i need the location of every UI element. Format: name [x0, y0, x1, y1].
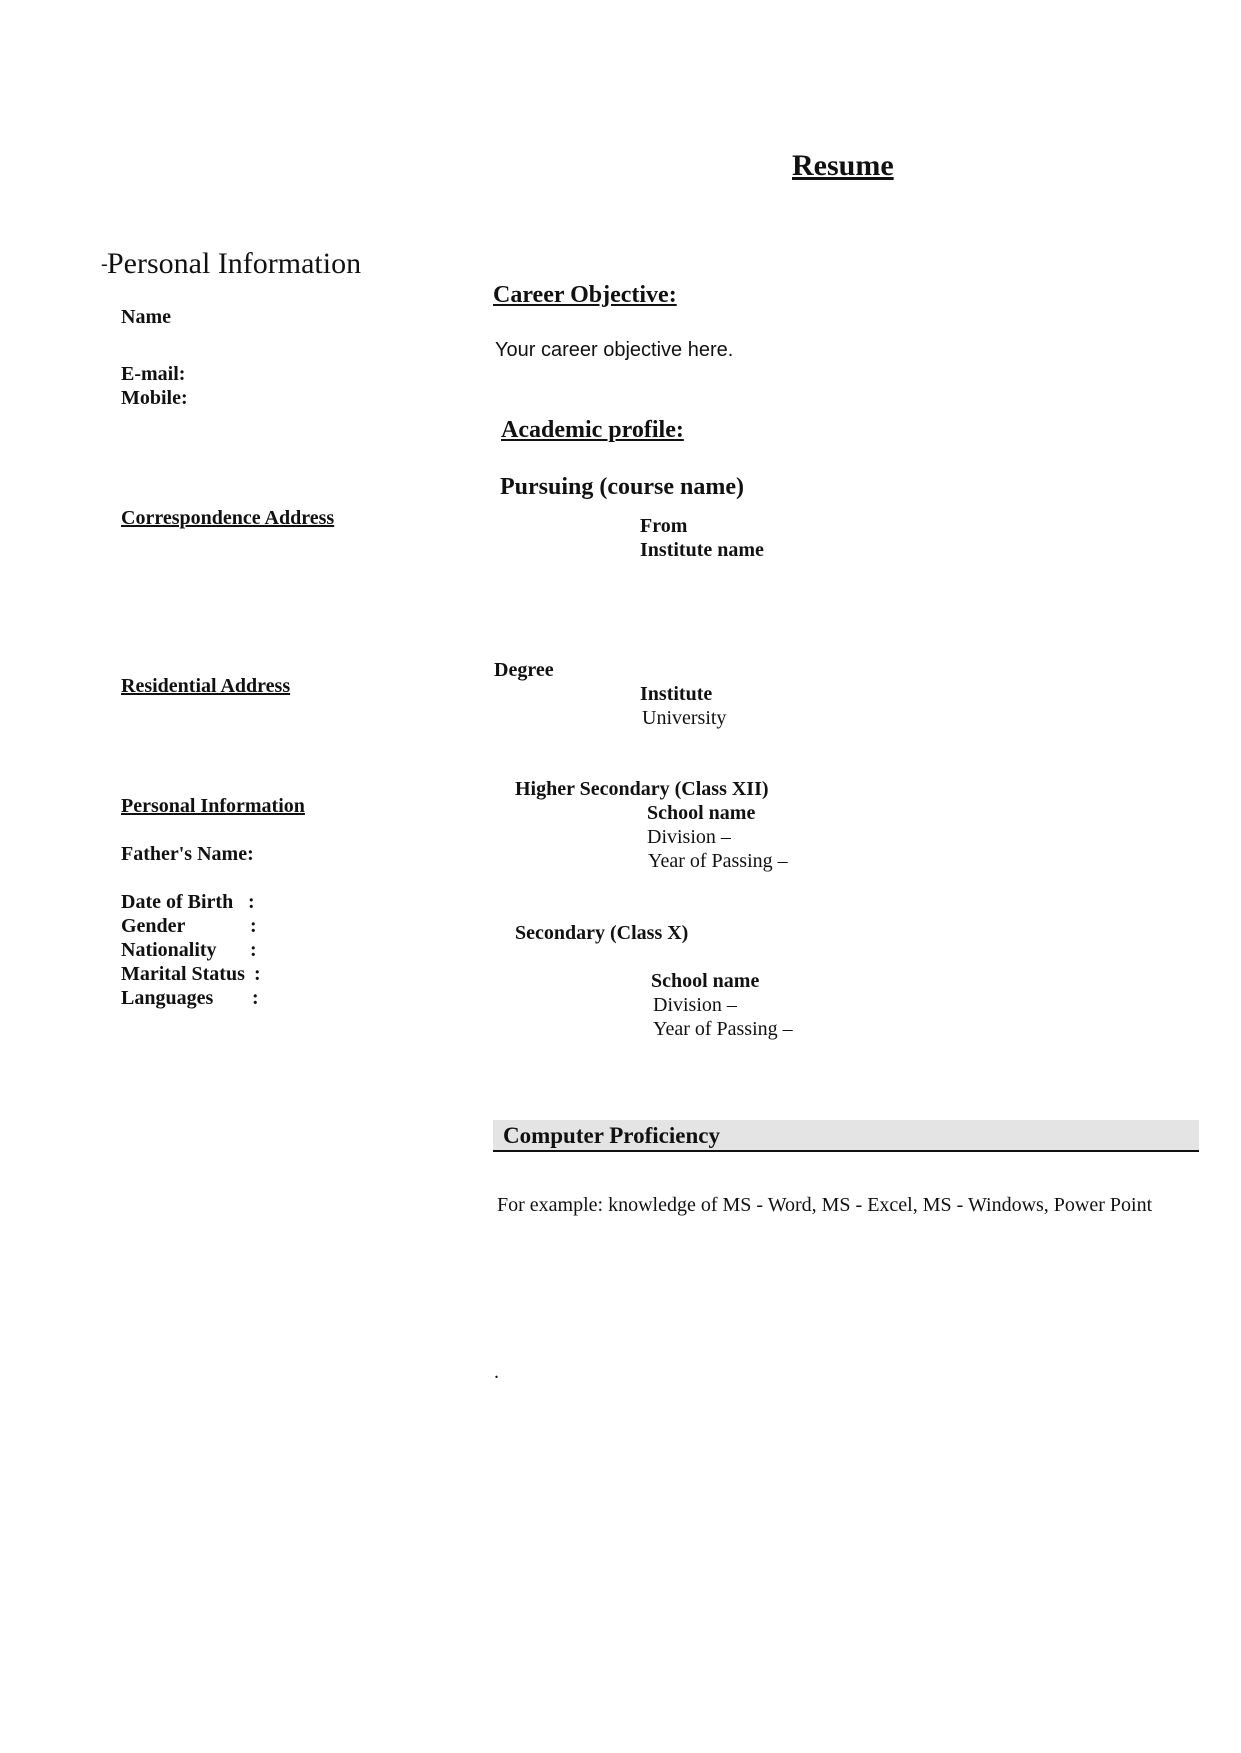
pursuing-institute: Institute name — [640, 539, 764, 561]
degree-university: University — [642, 707, 727, 729]
secondary-year: Year of Passing – — [653, 1018, 793, 1040]
languages-colon: : — [252, 987, 259, 1009]
degree-title: Degree — [494, 659, 554, 681]
higher-secondary-year: Year of Passing – — [648, 850, 788, 872]
personal-information-heading: Personal Information — [107, 247, 362, 280]
personal-information-subheading: Personal Information — [121, 795, 305, 817]
heading-mark: - — [101, 253, 108, 275]
career-objective-heading: Career Objective: — [493, 282, 677, 308]
computer-proficiency-text: For example: knowledge of MS - Word, MS - Excel, MS - Windows, Power Point — [497, 1194, 1153, 1216]
languages-label: Languages — [121, 987, 214, 1009]
career-objective-text: Your career objective here. — [495, 339, 734, 361]
nationality-colon: : — [250, 939, 257, 961]
degree-institute: Institute — [640, 683, 713, 705]
secondary-school: School name — [651, 970, 760, 992]
email-label: E-mail: — [121, 363, 186, 385]
marital-status-label: Marital Status — [121, 963, 245, 985]
trailing-dot: . — [494, 1361, 499, 1383]
secondary-title: Secondary (Class X) — [515, 922, 689, 944]
pursuing-title: Pursuing (course name) — [500, 474, 744, 500]
secondary-division: Division – — [653, 994, 737, 1016]
pursuing-from: From — [640, 515, 688, 537]
fathers-name-label: Father's Name: — [121, 843, 254, 865]
marital-status-colon: : — [254, 963, 261, 985]
date-of-birth-label: Date of Birth — [121, 891, 234, 913]
correspondence-address-label: Correspondence Address — [121, 507, 335, 529]
gender-colon: : — [250, 915, 257, 937]
nationality-label: Nationality — [121, 939, 217, 961]
academic-profile-heading: Academic profile: — [501, 417, 684, 443]
resume-title: Resume — [792, 149, 894, 182]
date-of-birth-colon: : — [248, 891, 255, 913]
computer-proficiency-heading: Computer Proficiency — [503, 1123, 720, 1148]
computer-proficiency-bar — [493, 1120, 1199, 1152]
higher-secondary-title: Higher Secondary (Class XII) — [515, 778, 769, 800]
residential-address-label: Residential Address — [121, 675, 291, 697]
name-label: Name — [121, 306, 171, 328]
higher-secondary-school: School name — [647, 802, 756, 824]
higher-secondary-division: Division – — [647, 826, 731, 848]
mobile-label: Mobile: — [121, 387, 188, 409]
gender-label: Gender — [121, 915, 186, 937]
